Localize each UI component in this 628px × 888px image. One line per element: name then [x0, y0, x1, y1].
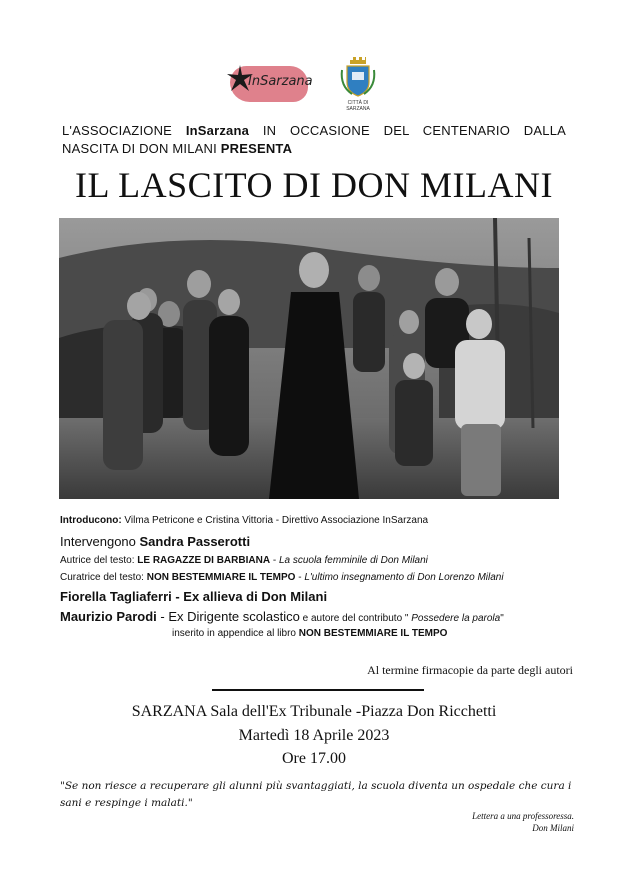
logo-strip — [0, 56, 628, 112]
book1-subtitle: La scuola femminile di Don Milani — [278, 555, 428, 566]
speaker3-contrib: e autore del contributo " — [299, 613, 409, 624]
introducono-text: Vilma Petricone e Cristina Vittoria - Direttivo Associazione InSarzana — [121, 515, 429, 526]
crest-icon — [338, 56, 378, 100]
event-photo — [59, 218, 559, 499]
appendix-book: NON BESTEMMIARE IL TEMPO — [298, 628, 448, 639]
insarzana-logo — [224, 62, 313, 104]
contrib-end: " — [500, 613, 504, 624]
book1-sep: - — [270, 555, 279, 566]
speaker3-role: - Ex Dirigente scolastico — [156, 609, 300, 624]
autrice-label: Autrice del testo: — [60, 555, 138, 566]
credits-speaker3 — [60, 608, 504, 626]
event-title: IL LASCITO DI DON MILANI — [75, 165, 553, 205]
book2-title: NON BESTEMMIARE IL TEMPO — [146, 572, 296, 583]
contrib-title: Possedere la parola — [408, 613, 501, 624]
book2-subtitle: L'ultimo insegnamento di Don Lorenzo Milani — [304, 572, 504, 583]
book1-title: LE RAGAZZE DI BARBIANA — [137, 555, 271, 566]
intro-text — [62, 122, 566, 158]
book2-sep: - — [295, 572, 305, 583]
intro-part1: L'ASSOCIAZIONE — [62, 123, 186, 138]
credits-introducono — [60, 515, 428, 526]
credits-speaker2: Fiorella Tagliaferri - Ex allieva di Don Milani — [60, 589, 328, 604]
logo-text: InSarzana — [248, 74, 313, 89]
venue-date: Martedì 18 Aprile 2023 — [238, 727, 390, 744]
comune-crest — [338, 56, 378, 110]
appendix-text: inserito in appendice al libro — [172, 628, 299, 639]
credits-autrice — [60, 555, 428, 566]
divider — [212, 689, 424, 691]
venue-place: SARZANA Sala dell'Ex Tribunale -Piazza Don Ricchetti — [131, 703, 497, 720]
intro-association: InSarzana — [185, 123, 250, 138]
credits-intervengono — [60, 534, 250, 549]
intro-part2: IN OCCASIONE DEL CENTENARIO DALLA NASCITA DI DON MILANI — [62, 123, 567, 156]
venue-time: Ore 17.00 — [282, 750, 346, 767]
quote-text: "Se non riesce a recuperare gli alunni più svantaggiati, la scuola diventa un ospedale che cura i sani e respinge i malati." — [60, 780, 572, 809]
intervengono-label: Intervengono — [60, 534, 140, 549]
quote-author: Don Milani — [532, 823, 574, 833]
credits-appendix — [172, 628, 447, 639]
signing-note: Al termine firmacopie da parte degli autori — [367, 663, 573, 677]
credits-curatrice — [60, 572, 504, 583]
curatrice-label: Curatrice del testo: — [60, 572, 147, 583]
speaker3-name: Maurizio Parodi — [60, 609, 157, 624]
introducono-label: Introducono: — [60, 515, 122, 526]
quote-source: Lettera a una professoressa. — [472, 811, 574, 821]
speaker1-name: Sandra Passerotti — [139, 534, 251, 549]
comune-label: CITTÀ DI SARZANA — [346, 100, 370, 112]
intro-presenta: PRESENTA — [220, 141, 293, 156]
